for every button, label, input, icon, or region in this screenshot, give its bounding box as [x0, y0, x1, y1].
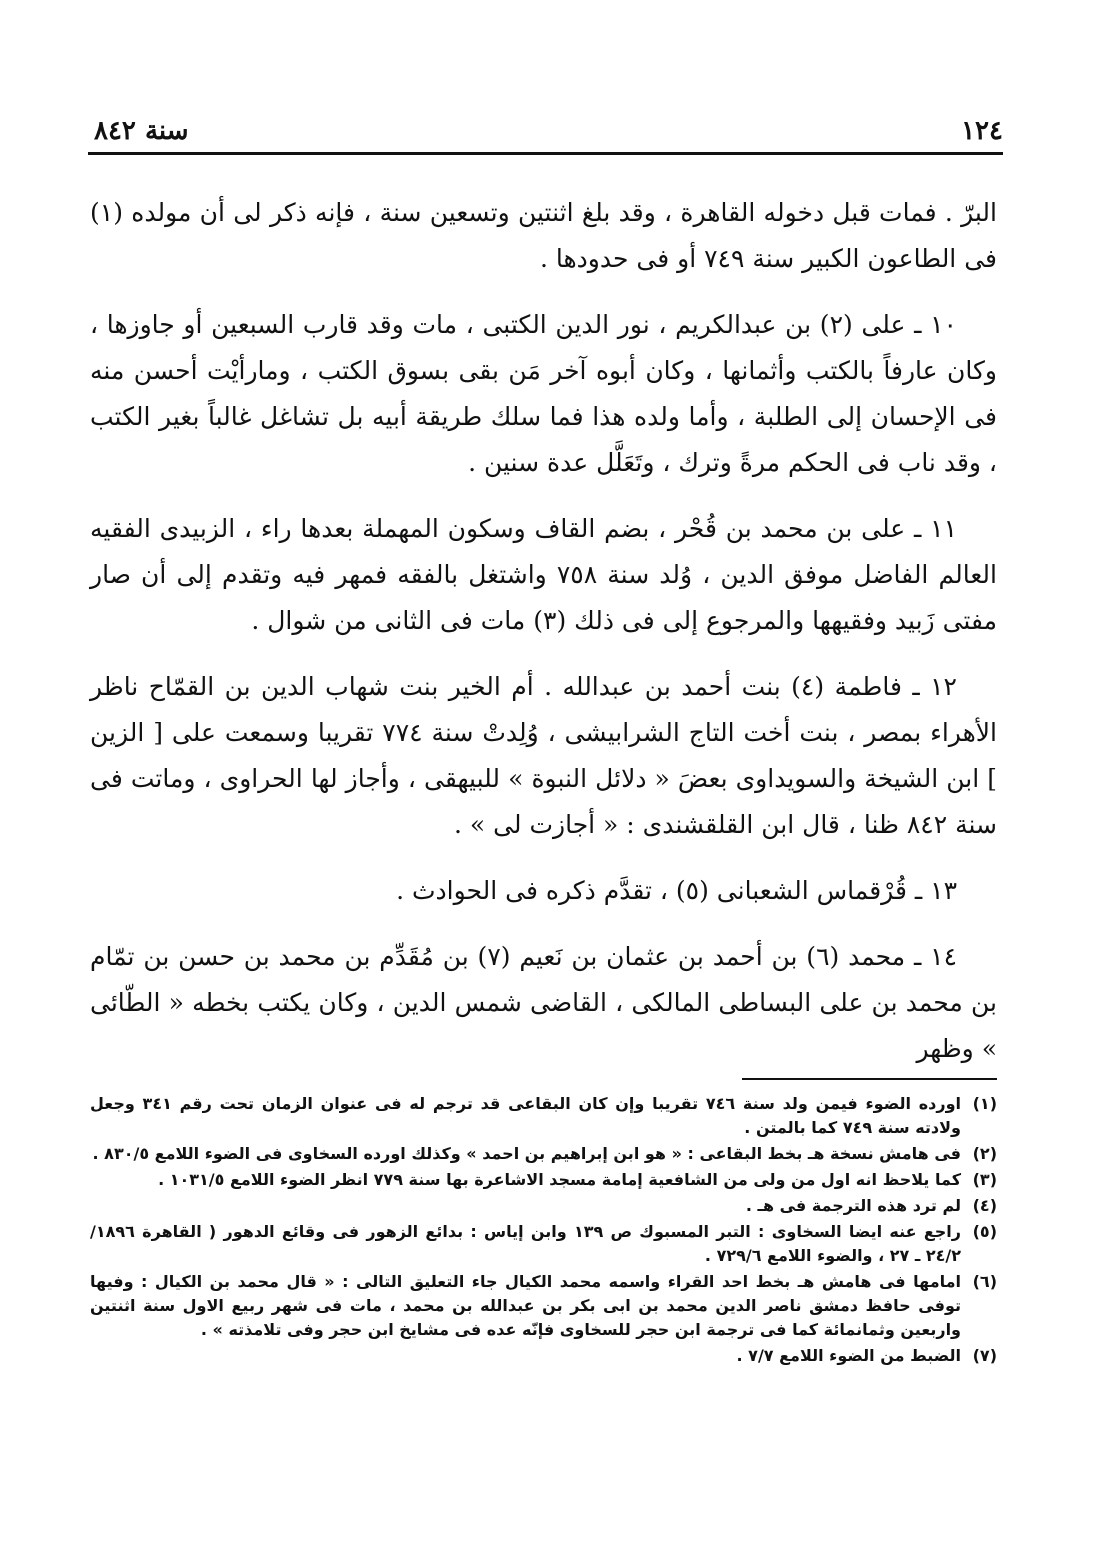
footnote-number: (٤) — [972, 1196, 997, 1215]
entry-paragraph: ١٠ ـ على (٢) بن عبدالكريم ، نور الدين الكتبى ، مات وقد قارب السبعين أو جاوزها ، وكان عارفاً بالكتب وأثمانها ، وكان أبوه آخر مَن بقى بسوق الكتب ، ومارأيْت أحسن منه فى الإحسان إلى الطلبة ، وأما ولده هذا فما سلك طريقة أبيه بل تشاغل غالباً بغير الكتب ، وقد ناب فى الحكم مرةً وترك ، وتَعَلَّل عدة سنين . — [90, 310, 997, 477]
footnote-text: فى هامش نسخة هـ بخط البقاعى : « هو ابن إبراهيم بن احمد » وكذلك اورده السخاوى فى الضوء اللامع ٨٣٠/٥ . — [92, 1144, 961, 1163]
page-number: ١٢٤ — [961, 116, 1003, 146]
footnote — [90, 1194, 997, 1218]
footnote-text: راجع عنه ايضا السخاوى : التبر المسبوك ص ١٣٩ وابن إياس : بدائع الزهور فى وقائع الدهور ( القاهرة ١٨٩٦/ ٢٤/٢ ـ ٢٧ ، والضوء اللامع ٧٢٩/٦ . — [90, 1222, 961, 1265]
footnote-separator — [742, 1078, 997, 1080]
footnote — [90, 1142, 997, 1166]
footnote — [90, 1220, 997, 1268]
main-text — [90, 190, 997, 1092]
running-title: سنة ٨٤٢ — [94, 116, 189, 146]
footnote-text: لم ترد هذه الترجمة فى هـ . — [745, 1196, 961, 1215]
footnote-text: امامها فى هامش هـ بخط احد القراء واسمه محمد الكيال جاء التعليق التالى : « قال محمد بن الكيال : وفيها توفى حافظ دمشق ناصر الدين محمد بن ابى بكر بن عبدالله بن محمد ، مات فى شهر ربيع الاول سنة اثنتين واربعين وثمانمائة كما فى ترجمة ابن حجر للسخاوى فإنّه عده فى مشايخ ابن حجر وفى تلامذته » . — [90, 1272, 961, 1339]
footnote-number: (٥) — [972, 1222, 997, 1241]
footnote-text: الضبط من الضوء اللامع ٧/٧ . — [736, 1346, 961, 1365]
running-header — [88, 112, 1003, 152]
footnote-number: (٢) — [972, 1144, 997, 1163]
footnote-number: (٧) — [972, 1346, 997, 1365]
header-rule — [88, 152, 1003, 155]
footnote — [90, 1092, 997, 1140]
entry-paragraph: ١٢ ـ فاطمة (٤) بنت أحمد بن عبدالله . أم الخير بنت شهاب الدين بن القمّاح ناظر الأهراء بمصر ، بنت أخت التاج الشرابيشى ، وُلِدتْ سنة ٧٧٤ تقريبا وسمعت على [ الزين ] ابن الشيخة والسويداوى بعضَ « دلائل النبوة » للبيهقى ، وأجاز لها الحراوى ، وماتت فى سنة ٨٤٢ ظنا ، قال ابن القلقشندى : « أجازت لى » . — [90, 672, 997, 839]
paragraph-continuation: البرّ . فمات قبل دخوله القاهرة ، وقد بلغ اثنتين وتسعين سنة ، فإنه ذكر لى أن مولده (١) فى الطاعون الكبير سنة ٧٤٩ أو فى حدودها . — [90, 198, 997, 273]
footnote-number: (٣) — [972, 1170, 997, 1189]
footnotes — [90, 1092, 997, 1370]
footnote — [90, 1344, 997, 1368]
entry-paragraph: ١١ ـ على بن محمد بن قُحْر ، بضم القاف وسكون المهملة بعدها راء ، الزبيدى الفقيه العالم الفاضل موفق الدين ، وُلد سنة ٧٥٨ واشتغل بالفقه فمهر فيه وتقدم إلى أن صار مفتى زَبيد وفقيهها والمرجوع إلى فى ذلك (٣) مات فى الثانى من شوال . — [90, 514, 997, 635]
footnote — [90, 1168, 997, 1192]
entry-paragraph: ١٣ ـ قُرْقماس الشعبانى (٥) ، تقدَّم ذكره فى الحوادث . — [396, 876, 957, 905]
footnote-text: كما يلاحظ انه اول من ولى من الشافعية إمامة مسجد الاشاعرة بها سنة ٧٧٩ انظر الضوء اللامع ١٠٣١/٥ . — [158, 1170, 961, 1189]
entry-paragraph: ١٤ ـ محمد (٦) بن أحمد بن عثمان بن نَعيم (٧) بن مُقَدِّم بن محمد بن حسن بن تمّام بن محمد بن على البساطى المالكى ، القاضى شمس الدين ، وكان يكتب بخطه « الطّائى » وظهر — [90, 942, 997, 1063]
footnote-number: (١) — [972, 1094, 997, 1113]
footnote — [90, 1270, 997, 1342]
footnote-number: (٦) — [972, 1272, 997, 1291]
footnote-text: اورده الضوء فيمن ولد سنة ٧٤٦ تقريبا وإن كان البقاعى قد ترجم له فى عنوان الزمان تحت رقم ٣٤١ وجعل ولادته سنة ٧٤٩ كما بالمتن . — [90, 1094, 961, 1137]
